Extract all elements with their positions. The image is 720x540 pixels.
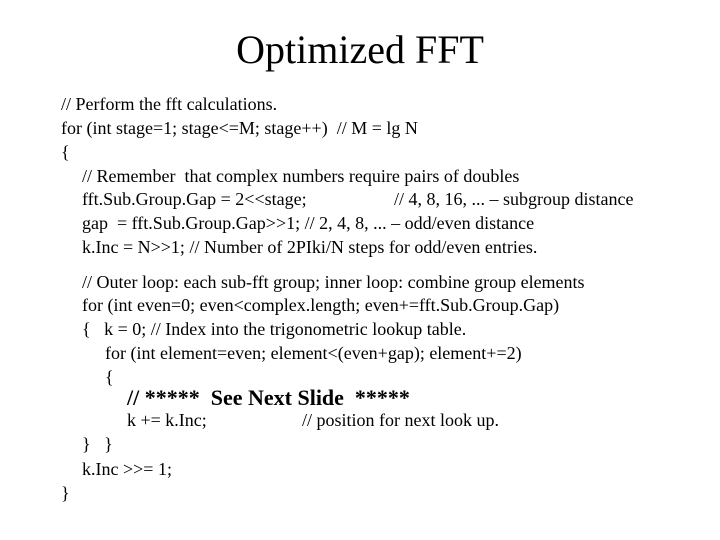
code-line: } xyxy=(61,483,70,503)
code-line: { xyxy=(61,142,70,162)
slide-title: Optimized FFT xyxy=(236,27,484,72)
code-line: // Remember that complex numbers require pairs of doubles xyxy=(82,166,520,186)
code-line: k += k.Inc; xyxy=(127,410,207,430)
code-line: for (int element=even; element<(even+gap); element+=2) xyxy=(105,343,522,363)
code-line: { xyxy=(105,367,114,387)
code-line: k.Inc = N>>1; // Number of 2PIki/N steps for odd/even entries. xyxy=(82,237,538,257)
code-comment: // 4, 8, 16, ... – subgroup distance xyxy=(394,189,634,209)
code-line: // Perform the fft calculations. xyxy=(61,94,278,114)
code-line: fft.Sub.Group.Gap = 2<<stage; xyxy=(82,189,307,209)
code-comment: // position for next look up. xyxy=(302,410,499,430)
code-line: gap = fft.Sub.Group.Gap>>1; // 2, 4, 8, ... – odd/even distance xyxy=(82,213,535,233)
see-next-slide-note: // ***** See Next Slide ***** xyxy=(127,385,410,410)
code-line: k.Inc >>= 1; xyxy=(82,459,172,479)
code-line: for (int stage=1; stage<=M; stage++) // M = lg N xyxy=(61,118,418,138)
code-line: { k = 0; // Index into the trigonometric lookup table. xyxy=(82,319,467,339)
code-line: } } xyxy=(82,434,113,454)
code-line: for (int even=0; even<complex.length; even+=fft.Sub.Group.Gap) xyxy=(82,295,560,315)
code-line: // Outer loop: each sub-fft group; inner loop: combine group elements xyxy=(82,272,585,292)
